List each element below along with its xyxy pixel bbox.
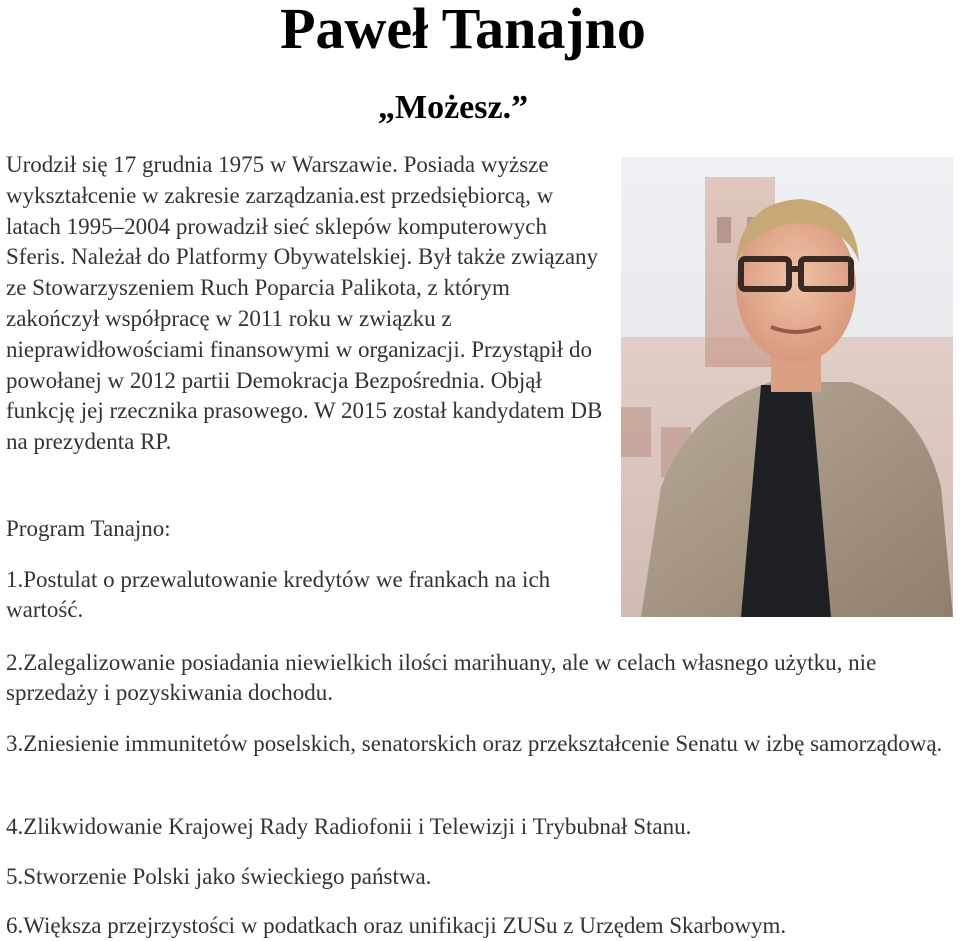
biography-text: Urodził się 17 grudnia 1975 w Warszawie. Posiada wyższe wykształcenie w zakresie zarządzania.est przedsiębiorcą, w latach 1995–2004 prowadził sieć sklepów komputerowych Sferis. Należał do Platformy Obywatelskiej. Był także związany ze Stowarzyszeniem Ruch Poparcia Palikota, z którym zakończył współpracę w 2011 roku w związku z nieprawidłowościami finansowymi w organizacji. Przystąpił do powołanej w 2012 partii Demokracja Bezpośrednia. Objął funkcję jej rzecznika prasowego. W 2015 został kandydatem DB na prezydenta RP.: [6, 152, 603, 455]
portrait-photo: [621, 157, 953, 617]
program-item: 3.Zniesienie immunitetów poselskich, senatorskich oraz przekształcenie Senatu w izbę samorządową.: [6, 731, 943, 756]
page-title: Paweł Tanajno: [280, 0, 646, 61]
program-item: 4.Zlikwidowanie Krajowej Rady Radiofonii i Telewizji i Trybubnał Stanu.: [6, 814, 692, 839]
program-item: 6.Większa przejrzystości w podatkach oraz unifikacji ZUSu z Urzędem Skarbowym.: [6, 913, 787, 938]
biography: [6, 150, 606, 458]
slogan: „Możesz.”: [378, 89, 529, 126]
program-item: 1.Postulat o przewalutowanie kredytów we frankach na ich wartość.: [6, 567, 551, 622]
program-item: 2.Zalegalizowanie posiadania niewielkich ilości marihuany, ale w celach własnego użytku, nie sprzedaży i pozyskiwania dochodu.: [6, 650, 877, 705]
program-item: 5.Stworzenie Polski jako świeckiego państwa.: [6, 864, 432, 889]
program-heading: Program Tanajno:: [6, 516, 171, 541]
